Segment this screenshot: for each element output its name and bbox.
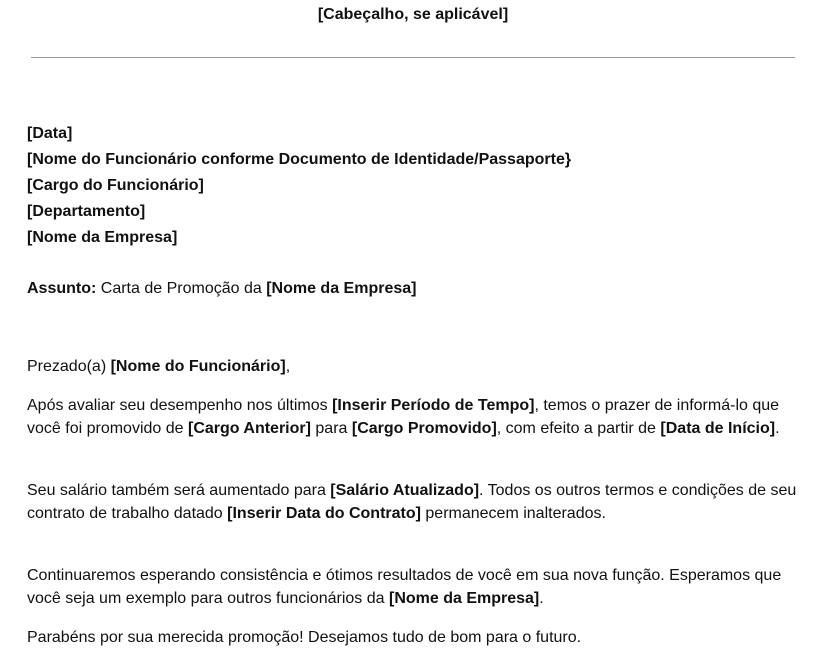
recipient-company: [Nome da Empresa] xyxy=(27,229,178,246)
p1-period: [Inserir Período de Tempo] xyxy=(332,397,535,414)
p3-text-1: Continuaremos esperando consistência e ótimos resultados de você em sua nova função. Esperamos que você seja um exemplo para outros funcionários da xyxy=(27,567,782,607)
p1-text-3: para xyxy=(310,420,352,437)
p1-text-1: Após avaliar seu desempenho nos últimos xyxy=(27,397,333,414)
recipient-department: [Departamento] xyxy=(27,203,146,220)
subject-company: [Nome da Empresa] xyxy=(266,280,417,297)
recipient-date: [Data] xyxy=(27,125,73,142)
p2-text-2: . Todos os outros termos e condições de seu contrato de trabalho datado xyxy=(27,482,797,522)
greeting xyxy=(27,355,807,378)
paragraph-expectations xyxy=(27,564,807,610)
p2-salary: [Salário Atualizado] xyxy=(330,482,480,499)
p1-promoted-role: [Cargo Promovido] xyxy=(351,420,497,437)
p4-text-1: Parabéns por sua merecida promoção! Desejamos tudo de bom para o futuro. xyxy=(27,629,582,646)
p1-previous-role: [Cargo Anterior] xyxy=(187,420,311,437)
p1-start-date: [Data de Início] xyxy=(660,420,776,437)
greeting-suffix: , xyxy=(285,358,291,375)
document-header: [Cabeçalho, se aplicável] xyxy=(317,6,509,23)
p1-text-4: , com efeito a partir de xyxy=(496,420,661,437)
subject-line xyxy=(27,278,416,300)
subject-label: Assunto: xyxy=(27,280,97,297)
recipient-employee-role: [Cargo do Funcionário] xyxy=(27,177,204,194)
paragraph-congratulations xyxy=(27,626,807,649)
p2-contract-date: [Inserir Data do Contrato] xyxy=(227,505,421,522)
p1-text-5: . xyxy=(775,420,780,437)
greeting-prefix: Prezado(a) xyxy=(27,358,111,375)
recipient-employee-name: [Nome do Funcionário conforme Documento de Identidade/Passaporte} xyxy=(27,151,572,168)
paragraph-salary xyxy=(27,479,807,525)
p2-text-3: permanecem inalterados. xyxy=(420,505,606,522)
p2-text-1: Seu salário também será aumentado para xyxy=(27,482,331,499)
subject-text: Carta de Promoção da xyxy=(96,280,267,297)
p3-company: [Nome da Empresa] xyxy=(388,590,540,607)
paragraph-promotion xyxy=(27,394,807,440)
p3-text-2: . xyxy=(539,590,544,607)
p1-text-2: , temos o prazer de informá-lo que você foi promovido de xyxy=(27,397,780,437)
header-divider xyxy=(31,57,795,58)
greeting-name: [Nome do Funcionário] xyxy=(110,358,286,375)
recipient-block xyxy=(27,121,571,251)
